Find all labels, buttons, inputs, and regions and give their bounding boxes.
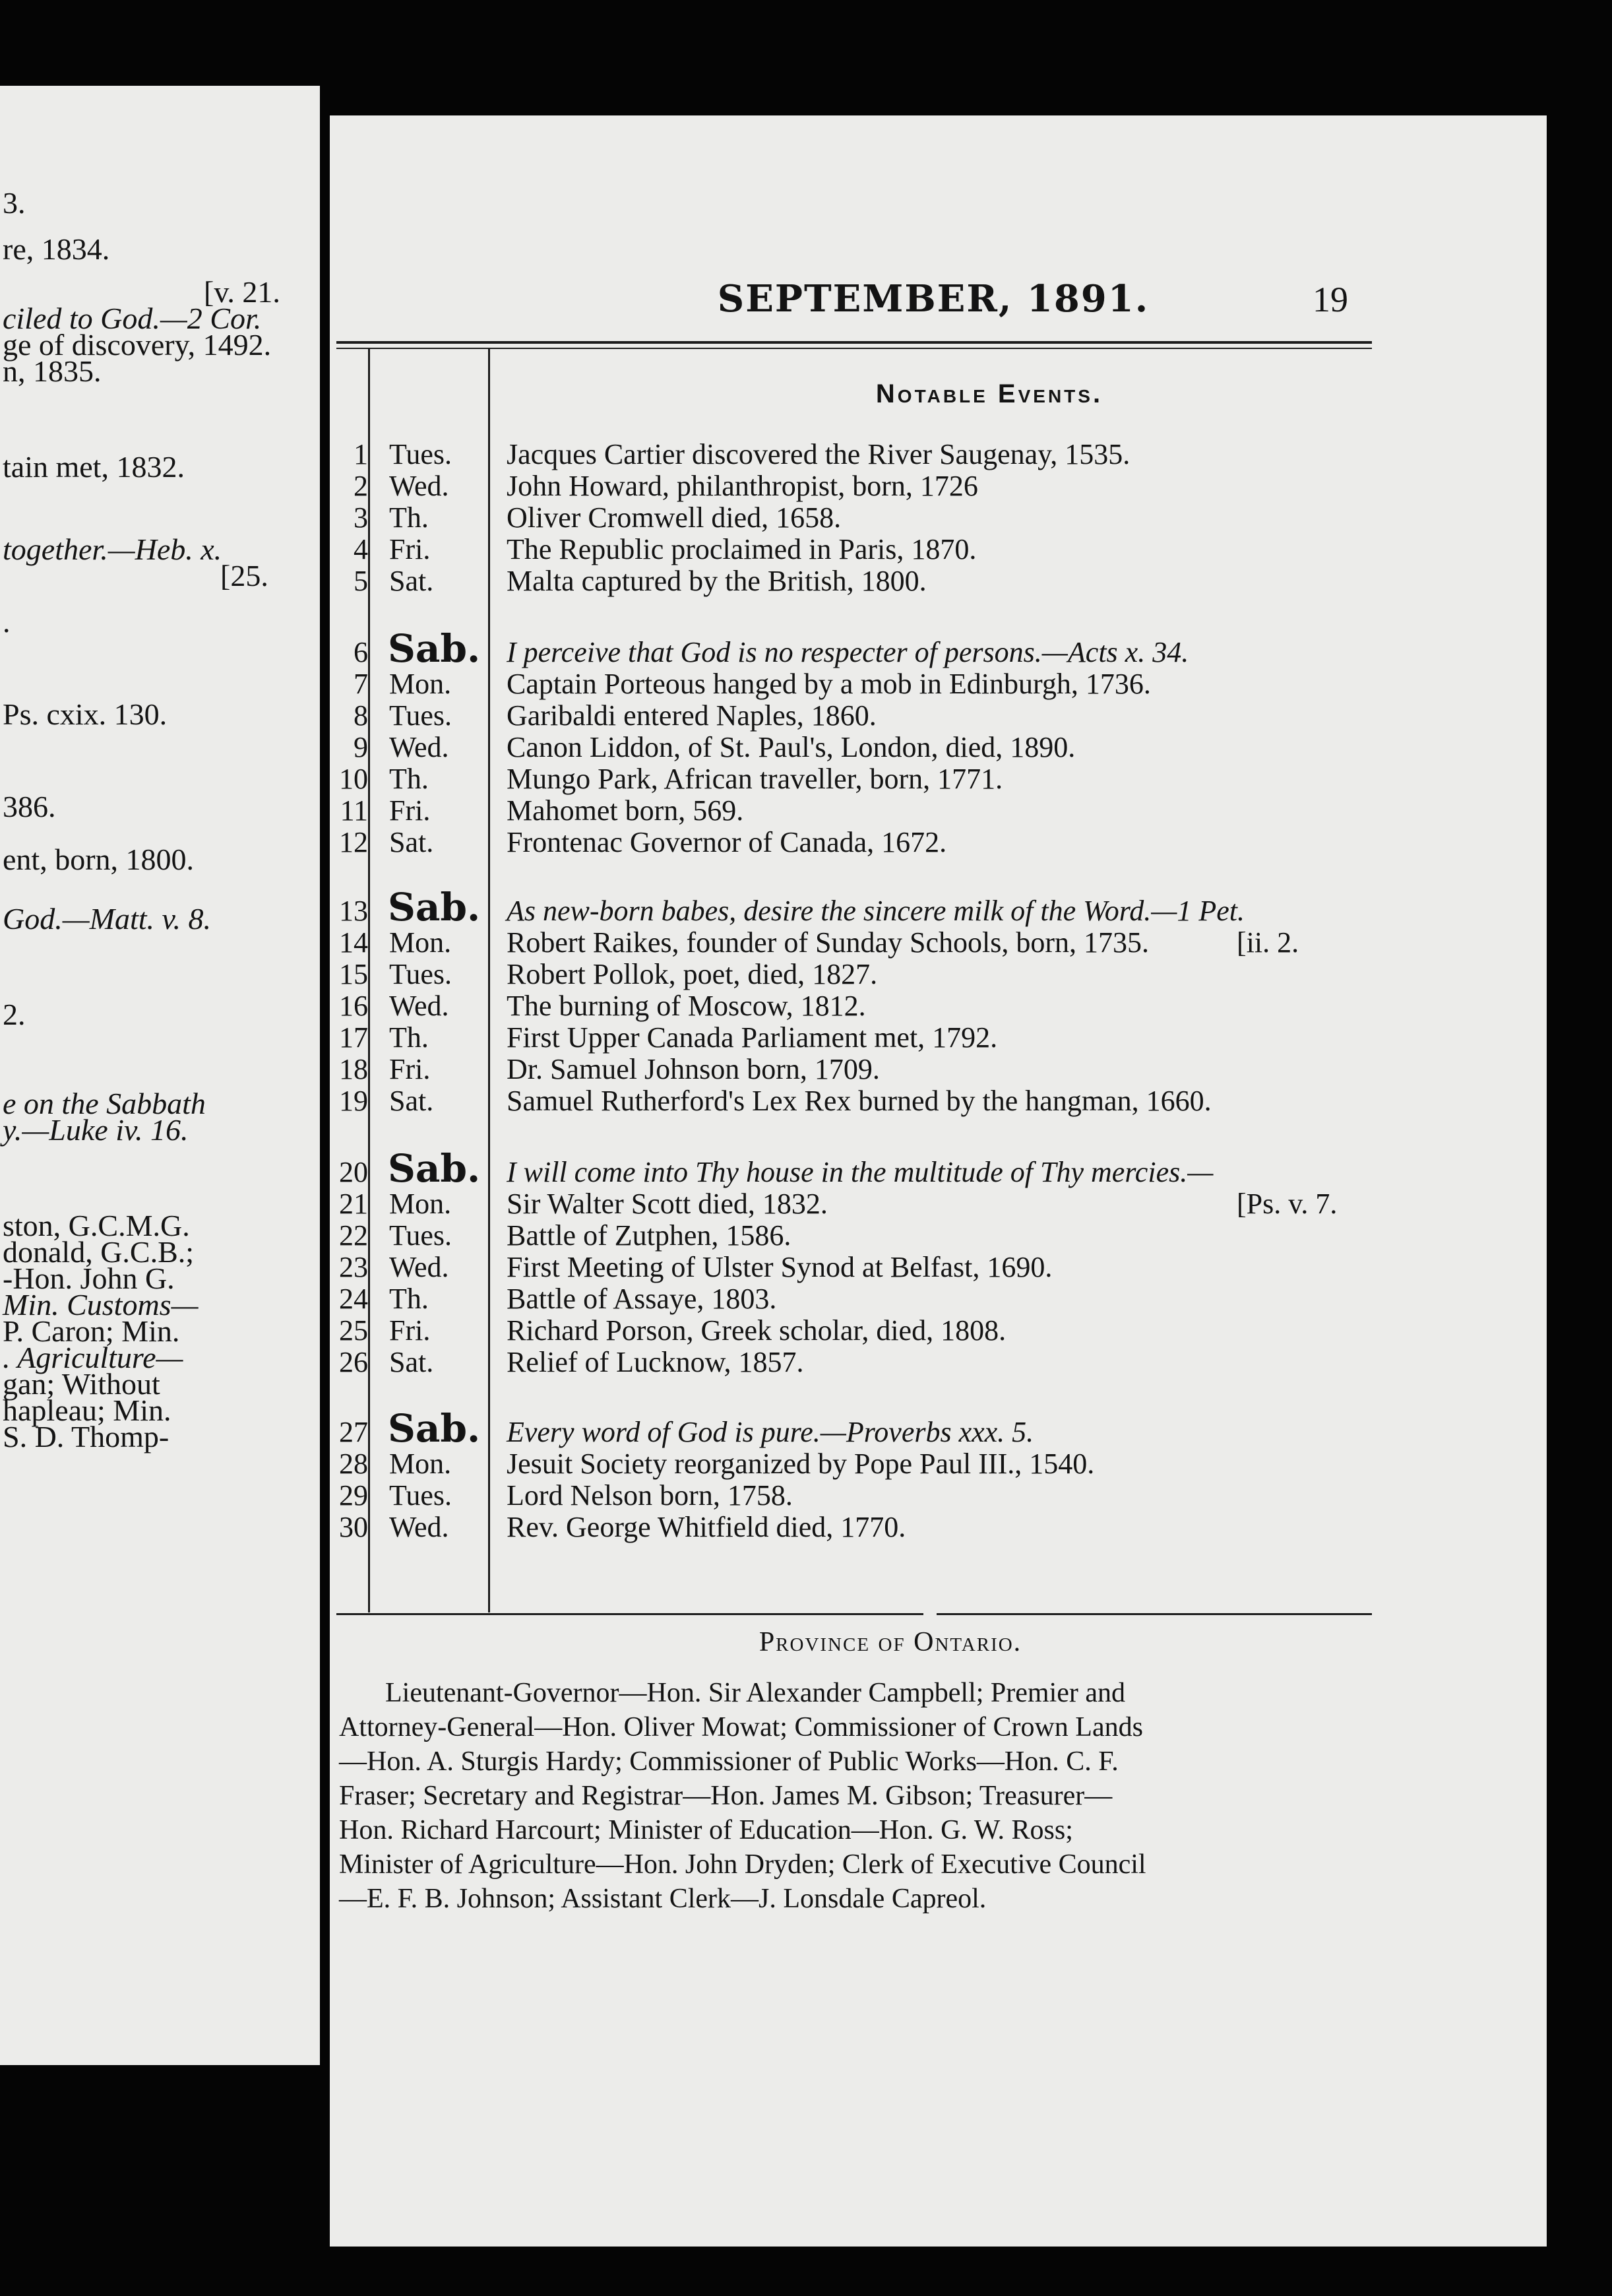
left-page-line: y.—Luke iv. 16. bbox=[3, 1113, 189, 1147]
page-number: 19 bbox=[1313, 280, 1348, 319]
footer-rule-right bbox=[937, 1613, 1372, 1615]
day-number: 23 bbox=[339, 1251, 368, 1283]
event-text: Richard Porson, Greek scholar, died, 1808. bbox=[507, 1314, 1007, 1347]
weekday: Wed. bbox=[389, 470, 449, 502]
weekday: Sab. bbox=[388, 885, 481, 930]
day-number: 28 bbox=[339, 1448, 368, 1480]
table-vertical-rule-1 bbox=[368, 349, 370, 1612]
province-line: Lieutenant-Governor—Hon. Sir Alexander Campbell; Premier and bbox=[385, 1678, 1126, 1708]
day-number: 19 bbox=[339, 1085, 368, 1117]
left-page-fragment bbox=[0, 86, 320, 2065]
event-text: As new-born babes, desire the sincere milk of the Word.—1 Pet. bbox=[507, 895, 1245, 927]
weekday: Th. bbox=[389, 1021, 429, 1054]
day-number: 22 bbox=[339, 1219, 368, 1252]
weekday: Th. bbox=[389, 763, 429, 795]
left-page-line: n, 1835. bbox=[3, 354, 102, 388]
weekday: Mon. bbox=[389, 1448, 452, 1480]
left-page-line: gan; Without bbox=[3, 1367, 160, 1401]
day-number: 6 bbox=[354, 636, 368, 668]
day-number: 24 bbox=[339, 1283, 368, 1315]
weekday: Fri. bbox=[389, 1314, 431, 1347]
weekday: Fri. bbox=[389, 533, 431, 565]
day-number: 27 bbox=[339, 1416, 368, 1448]
left-page-line: Ps. cxix. 130. bbox=[3, 697, 168, 731]
left-page-line: re, 1834. bbox=[3, 232, 110, 266]
day-number: 2 bbox=[354, 470, 368, 502]
day-number: 18 bbox=[339, 1053, 368, 1085]
weekday: Mon. bbox=[389, 1188, 452, 1220]
event-text: I perceive that God is no respecter of persons.—Acts x. 34. bbox=[507, 636, 1189, 668]
weekday: Sat. bbox=[389, 565, 434, 597]
left-page-line: Min. Customs— bbox=[3, 1288, 199, 1322]
weekday: Mon. bbox=[389, 926, 452, 959]
province-line: Attorney-General—Hon. Oliver Mowat; Commissioner of Crown Lands bbox=[339, 1712, 1143, 1742]
day-number: 7 bbox=[354, 668, 368, 700]
weekday: Fri. bbox=[389, 794, 431, 827]
left-page-line: [v. 21. bbox=[204, 275, 280, 309]
weekday: Tues. bbox=[389, 1219, 452, 1252]
province-paragraph bbox=[339, 1676, 1375, 1916]
event-text: The Republic proclaimed in Paris, 1870. bbox=[507, 533, 977, 565]
event-text: Dr. Samuel Johnson born, 1709. bbox=[507, 1053, 880, 1085]
left-page-line: donald, G.C.B.; bbox=[3, 1235, 195, 1269]
day-number: 26 bbox=[339, 1346, 368, 1378]
weekday: Th. bbox=[389, 501, 429, 534]
event-text: Robert Pollok, poet, died, 1827. bbox=[507, 958, 878, 990]
left-page-line: e on the Sabbath bbox=[3, 1087, 206, 1120]
left-page-line: [25. bbox=[220, 559, 268, 592]
verse-continuation: [ii. 2. bbox=[1237, 926, 1299, 959]
day-number: 21 bbox=[339, 1188, 368, 1220]
event-text: Mungo Park, African traveller, born, 1771. bbox=[507, 763, 1003, 795]
day-number: 14 bbox=[339, 926, 368, 959]
left-page-line: God.—Matt. v. 8. bbox=[3, 902, 212, 936]
day-number: 11 bbox=[340, 794, 368, 827]
event-text: Sir Walter Scott died, 1832. bbox=[507, 1188, 828, 1220]
event-text: Jacques Cartier discovered the River Saugenay, 1535. bbox=[507, 438, 1131, 470]
event-text: Battle of Zutphen, 1586. bbox=[507, 1219, 791, 1252]
left-page-line: ent, born, 1800. bbox=[3, 843, 195, 876]
weekday: Fri. bbox=[389, 1053, 431, 1085]
event-text: Frontenac Governor of Canada, 1672. bbox=[507, 826, 947, 858]
weekday: Sab. bbox=[388, 626, 481, 671]
weekday: Tues. bbox=[389, 958, 452, 990]
day-number: 17 bbox=[339, 1021, 368, 1054]
weekday: Sab. bbox=[388, 1146, 481, 1191]
province-line: Minister of Agriculture—Hon. John Dryden; Clerk of Executive Council bbox=[339, 1849, 1146, 1880]
event-text: Oliver Cromwell died, 1658. bbox=[507, 501, 842, 534]
event-text: First Meeting of Ulster Synod at Belfast, 1690. bbox=[507, 1251, 1053, 1283]
left-page-line: 2. bbox=[3, 998, 26, 1031]
day-number: 9 bbox=[354, 731, 368, 763]
province-heading: Province of Ontario. bbox=[759, 1627, 1022, 1657]
event-text: Garibaldi entered Naples, 1860. bbox=[507, 699, 877, 732]
day-number: 5 bbox=[354, 565, 368, 597]
weekday: Sat. bbox=[389, 1346, 434, 1378]
event-text: John Howard, philanthropist, born, 1726 bbox=[507, 470, 978, 502]
left-page-line: hapleau; Min. bbox=[3, 1393, 171, 1427]
left-page-line: tain met, 1832. bbox=[3, 450, 185, 484]
weekday: Mon. bbox=[389, 668, 452, 700]
day-number: 4 bbox=[354, 533, 368, 565]
event-text: Captain Porteous hanged by a mob in Edinburgh, 1736. bbox=[507, 668, 1151, 700]
weekday: Wed. bbox=[389, 990, 449, 1022]
left-page-line: 3. bbox=[3, 186, 26, 220]
day-number: 16 bbox=[339, 990, 368, 1022]
event-text: Samuel Rutherford's Lex Rex burned by the hangman, 1660. bbox=[507, 1085, 1212, 1117]
day-number: 15 bbox=[339, 958, 368, 990]
event-text: Mahomet born, 569. bbox=[507, 794, 744, 827]
left-page-line: together.—Heb. x. bbox=[3, 532, 222, 566]
left-page-line: . Agriculture— bbox=[3, 1341, 183, 1374]
event-text: The burning of Moscow, 1812. bbox=[507, 990, 866, 1022]
event-text: Malta captured by the British, 1800. bbox=[507, 565, 927, 597]
event-text: First Upper Canada Parliament met, 1792. bbox=[507, 1021, 998, 1054]
weekday: Th. bbox=[389, 1283, 429, 1315]
weekday: Wed. bbox=[389, 1251, 449, 1283]
weekday: Tues. bbox=[389, 699, 452, 732]
weekday: Wed. bbox=[389, 1511, 449, 1543]
day-number: 25 bbox=[339, 1314, 368, 1347]
province-line: —E. F. B. Johnson; Assistant Clerk—J. Lonsdale Capreol. bbox=[339, 1884, 987, 1914]
day-number: 3 bbox=[354, 501, 368, 534]
weekday: Tues. bbox=[389, 1479, 452, 1512]
header-rule-bottom bbox=[336, 348, 1372, 349]
events-heading: Notable Events. bbox=[875, 379, 1103, 408]
event-text: Lord Nelson born, 1758. bbox=[507, 1479, 793, 1512]
verse-continuation: [Ps. v. 7. bbox=[1237, 1188, 1338, 1220]
footer-rule-left bbox=[336, 1613, 923, 1615]
left-page-line: ge of discovery, 1492. bbox=[3, 328, 272, 362]
left-page-line: ciled to God.—2 Cor. bbox=[3, 302, 262, 335]
day-number: 30 bbox=[339, 1511, 368, 1543]
weekday: Sat. bbox=[389, 826, 434, 858]
event-text: Rev. George Whitfield died, 1770. bbox=[507, 1511, 906, 1543]
province-line: Fraser; Secretary and Registrar—Hon. James M. Gibson; Treasurer— bbox=[339, 1781, 1113, 1811]
event-text: I will come into Thy house in the multitude of Thy mercies.— bbox=[507, 1156, 1214, 1188]
right-page bbox=[330, 115, 1547, 2247]
weekday: Tues. bbox=[389, 438, 452, 470]
left-page-line: P. Caron; Min. bbox=[3, 1314, 180, 1348]
weekday: Sab. bbox=[388, 1406, 481, 1451]
event-text: Jesuit Society reorganized by Pope Paul III., 1540. bbox=[507, 1448, 1095, 1480]
day-number: 1 bbox=[354, 438, 368, 470]
table-vertical-rule-2 bbox=[488, 349, 490, 1612]
day-number: 8 bbox=[354, 699, 368, 732]
day-number: 12 bbox=[339, 826, 368, 858]
left-page-line: ston, G.C.M.G. bbox=[3, 1209, 190, 1242]
province-line: —Hon. A. Sturgis Hardy; Commissioner of Public Works—Hon. C. F. bbox=[339, 1746, 1119, 1777]
day-number: 13 bbox=[339, 895, 368, 927]
left-page-line: -Hon. John G. bbox=[3, 1261, 175, 1295]
day-number: 20 bbox=[339, 1156, 368, 1188]
event-text: Robert Raikes, founder of Sunday Schools, born, 1735. bbox=[507, 926, 1149, 959]
day-number: 29 bbox=[339, 1479, 368, 1512]
header-rule-top bbox=[336, 341, 1372, 344]
day-number: 10 bbox=[339, 763, 368, 795]
weekday: Sat. bbox=[389, 1085, 434, 1117]
event-text: Relief of Lucknow, 1857. bbox=[507, 1346, 804, 1378]
event-text: Battle of Assaye, 1803. bbox=[507, 1283, 777, 1315]
weekday: Wed. bbox=[389, 731, 449, 763]
left-page-line: . bbox=[3, 605, 11, 639]
province-line: Hon. Richard Harcourt; Minister of Education—Hon. G. W. Ross; bbox=[339, 1815, 1073, 1845]
event-text: Every word of God is pure.—Proverbs xxx. 5. bbox=[507, 1416, 1034, 1448]
page-title: SEPTEMBER, 1891. bbox=[717, 277, 1150, 321]
event-text: Canon Liddon, of St. Paul's, London, died, 1890. bbox=[507, 731, 1076, 763]
left-page-line: 386. bbox=[3, 790, 56, 823]
left-page-line: S. D. Thomp- bbox=[3, 1420, 170, 1453]
